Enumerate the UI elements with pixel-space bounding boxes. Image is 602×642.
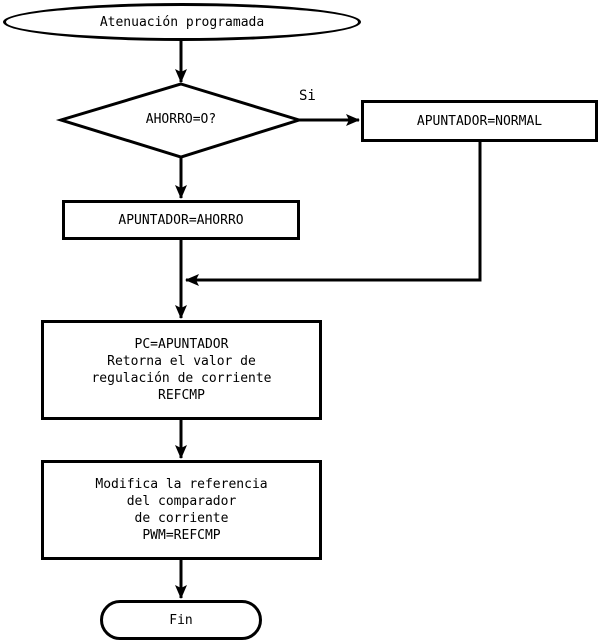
node-decision-label: AHORRO=O? bbox=[145, 112, 217, 127]
edge-yes-label: Si bbox=[299, 88, 316, 104]
node-fin-terminator bbox=[100, 600, 262, 640]
node-modifica-line-3: de corriente bbox=[134, 511, 229, 526]
node-modifica-label bbox=[95, 476, 267, 544]
node-normal-label: APUNTADOR=NORMAL bbox=[416, 113, 543, 129]
node-pc-line-3: regulación de corriente bbox=[91, 371, 272, 386]
node-fin-label: Fin bbox=[169, 612, 193, 628]
node-modifica-line-1: Modifica la referencia bbox=[95, 477, 268, 492]
node-pc-process bbox=[41, 320, 322, 420]
node-normal-process bbox=[361, 100, 598, 142]
node-pc-line-1: PC=APUNTADOR bbox=[134, 337, 229, 352]
node-modifica-line-4: PWM=REFCMP bbox=[142, 528, 221, 543]
node-modifica-line-2: del comparador bbox=[126, 494, 237, 509]
node-start-label: Atenuación programada bbox=[99, 14, 265, 30]
node-modifica-process bbox=[41, 460, 322, 560]
node-start-terminator bbox=[3, 3, 361, 41]
node-pc-line-4: REFCMP bbox=[158, 388, 205, 403]
node-ahorro-process bbox=[62, 200, 300, 240]
node-pc-label bbox=[91, 336, 271, 404]
node-pc-line-2: Retorna el valor de bbox=[107, 354, 256, 369]
node-ahorro-label: APUNTADOR=AHORRO bbox=[118, 212, 244, 228]
